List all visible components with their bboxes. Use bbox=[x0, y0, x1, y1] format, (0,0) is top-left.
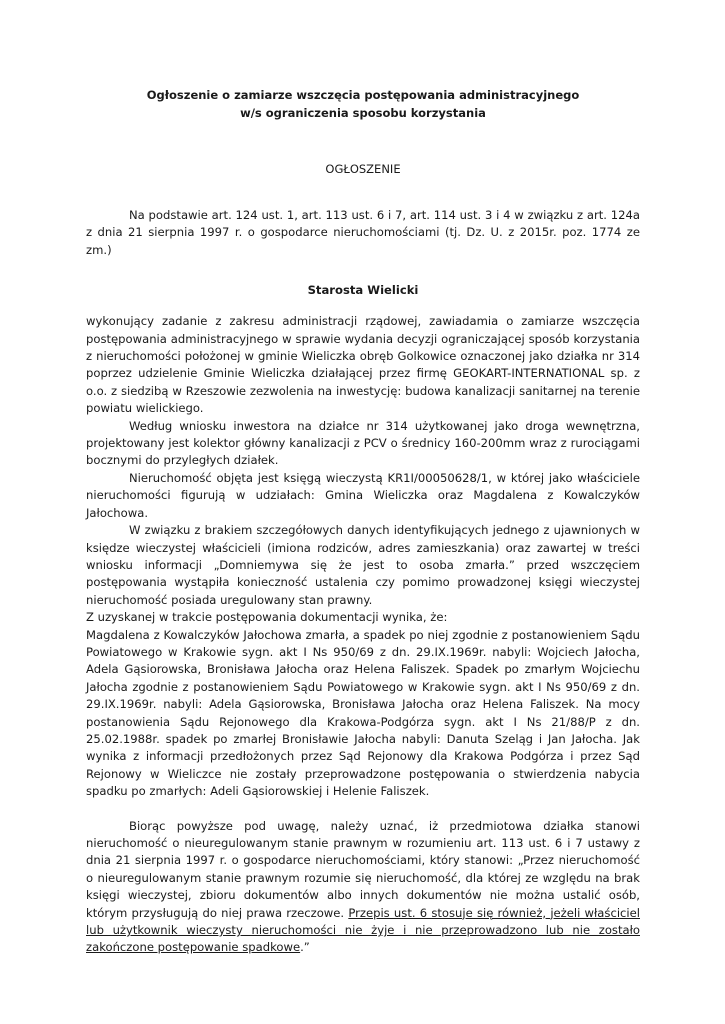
paragraph-inheritance: Magdalena z Kowalczyków Jałochowa zmarła, a spadek po niej zgodnie z postanowieniem Sądu Powiatowego w Krakowie sygn. akt I Ns 950/69 z dn. 29.IX.1969r. nabyli: Wojciech Jałocha, Adela Gąsiorowska, Bronisława Jałocha oraz Helena Faliszek. Spadek po zmarłym Wojciechu Jałocha zgodnie z postanowieniem Sądu Powiatowego w Krakowie sygn. akt I Ns 950/69 z dn. 29.IX.1969r. nabyli: Adela Gąsiorowska, Bronisława Jałocha oraz Helena Faliszek. Na mocy postanowienia Sądu Rejonowego dla Krakowa-Podgórza sygn. akt I Ns 21/88/P z dn. 25.02.1988r. spadek po zmarłej Bronisławie Jałocha nabyli: Danuta Szeląg i Jan Jałocha. Jak wynika z informacji przedłożonych przez Sąd Rejonowy dla Krakowa Podgórza i przez Sąd Rejonowy w Wieliczce nie zostały przeprowadzone postępowania o stwierdzenia nabycia spadku po zmarłych: Adeli Gąsiorowskiej i Helenie Faliszek. bbox=[86, 627, 640, 799]
underlined-quote: Przepis ust. 6 stosuje się również, jeżeli właściciel lub użytkownik wieczysty nieruchomości nie żyje i nie przeprowadzono lub nie zostało zakończone postępowanie spadkowe bbox=[86, 905, 640, 955]
conclusion-end: .” bbox=[300, 940, 310, 955]
announcement-heading: OGŁOSZENIE bbox=[325, 162, 401, 176]
title-line-1: Ogłoszenie o zamiarze wszczęcia postępowania administracyjnego bbox=[146, 88, 580, 102]
authority-heading: Starosta Wielicki bbox=[307, 283, 419, 298]
conclusion-text: Biorąc powyższe pod uwagę, należy uznać, iż przedmiotowa działka stanowi nieruchomość o nieuregulowanym stanie prawnym w rozumieniu art. 113 ust. 6 i 7 ustawy z dnia 21 sierpnia 1997 r. o gospodarce nieruchomościami, który stanowi: „Przez nieruchomość o nieuregulowanym stanie prawnym rozumie się nieruchomość, dla której ze względu na brak księgi wieczystej, zbioru dokumentów albo innych dokumentów nie można ustalić osób, którym przysługują do niej prawa rzeczowe. bbox=[86, 818, 640, 920]
paragraph-conclusion bbox=[86, 818, 640, 957]
paragraph-owner-identification: W związku z brakiem szczegółowych danych identyfikujących jednego z ujawnionych w księdze wieczystej właścicieli (imiona rodziców, adres zamieszkania) oraz zawartej w treści wniosku informacji „Domniemywa się że jest to osoba zmarła.” przed wszczęciem postępowania wystąpiła konieczność ustalenia czy pomimo prowadzonej księgi wieczystej nieruchomość posiada uregulowany stan prawny. bbox=[86, 523, 640, 607]
paragraph-land-register: Nieruchomość objęta jest księgą wieczystą KR1I/00050628/1, w której jako właściciele nieruchomości figurują w udziałach: Gmina Wieliczka oraz Magdalena z Kowalczyków Jałochowa. bbox=[86, 470, 640, 520]
title-line-2: w/s ograniczenia sposobu korzystania bbox=[240, 106, 486, 120]
paragraph-investment: Według wniosku inwestora na działce nr 314 użytkowanej jako droga wewnętrzna, projektowany jest kolektor główny kanalizacji z PCV o średnicy 160-200mm wraz z rurociągami bocznymi do przyległych działek. bbox=[86, 418, 640, 468]
legal-basis-paragraph: Na podstawie art. 124 ust. 1, art. 113 ust. 6 i 7, art. 114 ust. 3 i 4 w związku z art. 124a z dnia 21 sierpnia 1997 r. o gospodarce nieruchomościami (tj. Dz. U. z 2015r. poz. 1774 ze zm.) bbox=[86, 208, 640, 257]
paragraph-notice: wykonujący zadanie z zakresu administracji rządowej, zawiadamia o zamiarze wszczęcia postępowania administracyjnego w sprawie wydania decyzji ograniczającej sposób korzystania z nieruchomości położonej w gminie Wieliczka obręb Golkowice oznaczonej jako działka nr 314 poprzez udzielenie Gminie Wieliczka działającej przez firmę GEOKART-INTERNATIONAL sp. z o.o. z siedzibą w Rzeszowie zezwolenia na inwestycję: budowa kanalizacji sanitarnej na terenie powiatu wielickiego. bbox=[86, 314, 640, 416]
paragraph-documentation-intro: Z uzyskanej w trakcie postępowania dokumentacji wynika, że: bbox=[86, 610, 448, 625]
